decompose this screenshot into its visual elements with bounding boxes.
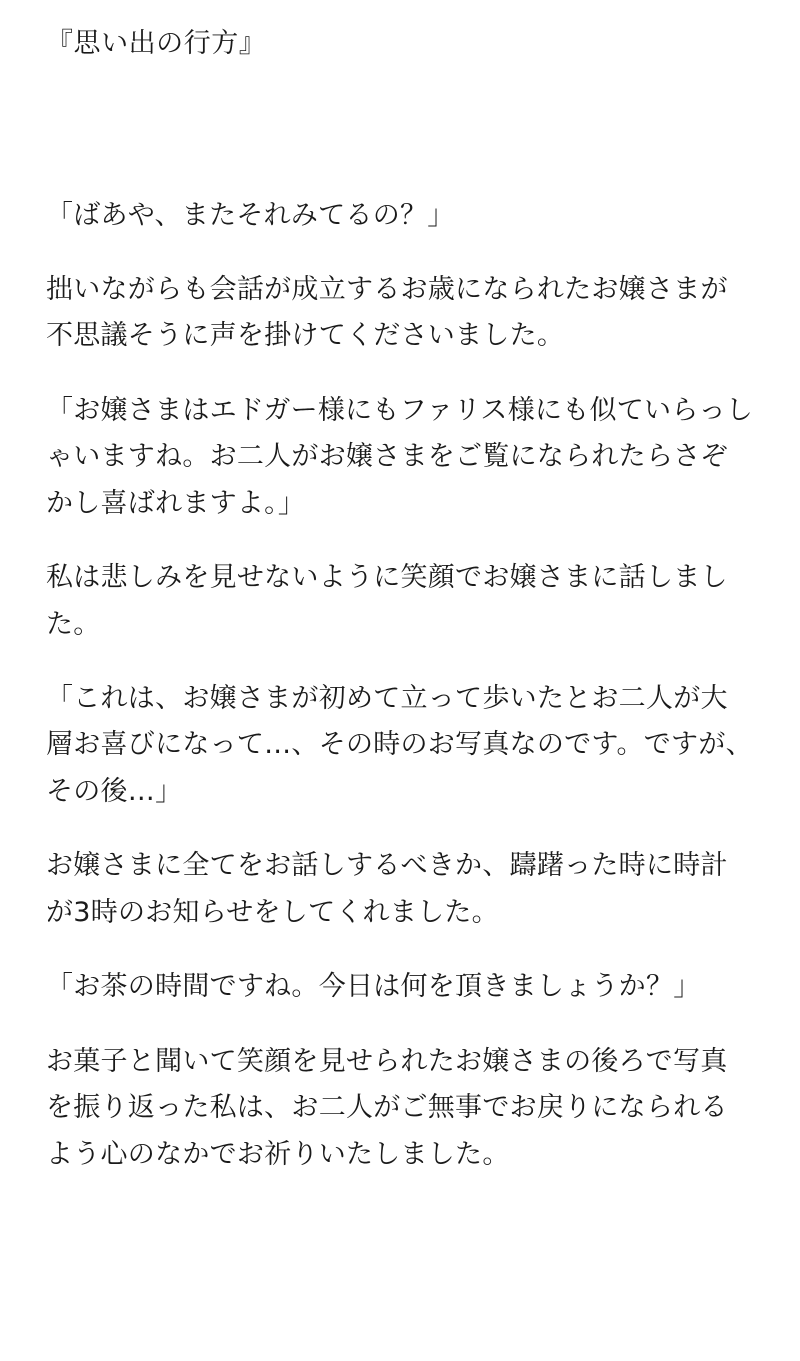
paragraph-8: お菓子と聞いて笑顔を見せられたお嬢さまの後ろで写真を振り返った私は、お二人がご無事でお戻りになられるよう心のなかでお祈りいたしました。 (46, 1045, 728, 1170)
title-body-spacer (46, 65, 754, 193)
paragraph-3: 「お嬢さまはエドガー様にもファリス様にも似ていらっしゃいますね。お二人がお嬢さまをご覧になられたらさぞかし喜ばれますよ。」 (46, 394, 754, 519)
paragraph-5: 「これは、お嬢さまが初めて立って歩いたとお二人が大層お喜びになって…、その時のお写真なのです。ですが、その後…」 (46, 683, 753, 807)
paragraph-1: 「ばあや、またそれみてるの？」 (46, 199, 455, 231)
page-title: 『思い出の行方』 (46, 28, 267, 59)
paragraph-6: お嬢さまに全てをお話しするべきか、躊躇った時に時計が3時のお知らせをしてくれました。 (46, 850, 728, 928)
paragraph-4: 私は悲しみを見せないように笑顔でお嬢さまに話しました。 (46, 562, 728, 640)
paragraph-7: 「お茶の時間ですね。今日は何を頂きましょうか？」 (46, 971, 701, 1003)
paragraph-2: 拙いながらも会話が成立するお歳になられたお嬢さまが不思議そうに声を掛けてくださいました。 (46, 273, 728, 352)
